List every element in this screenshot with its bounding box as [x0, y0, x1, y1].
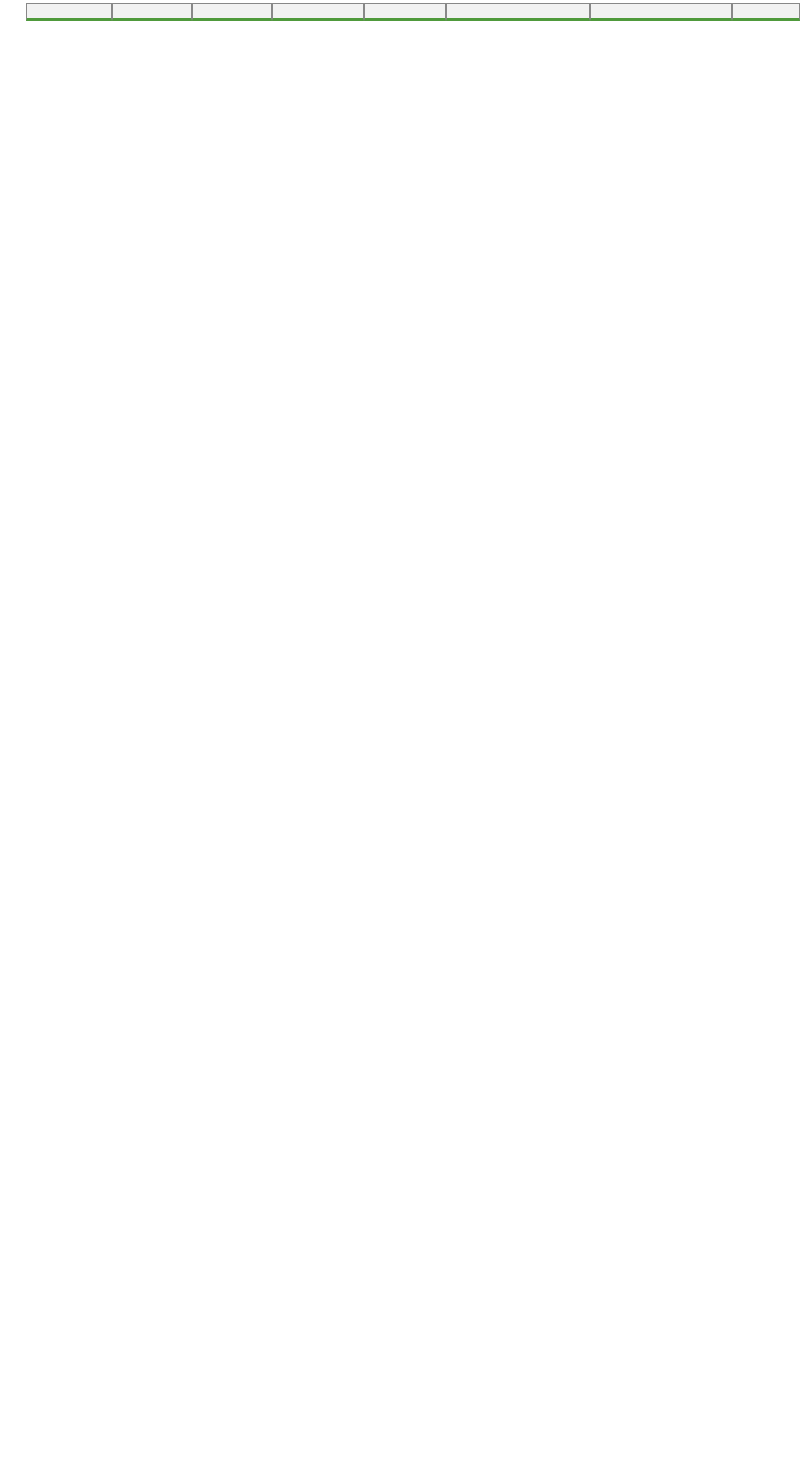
column-header-h[interactable] [732, 3, 800, 21]
column-header-d[interactable] [272, 3, 364, 21]
column-header-b[interactable] [112, 3, 192, 21]
column-header-a[interactable] [26, 3, 112, 21]
column-header-f[interactable] [446, 3, 590, 21]
column-header-bar [0, 0, 800, 23]
column-header-g[interactable] [590, 3, 732, 21]
column-header-e[interactable] [364, 3, 446, 21]
column-header-c[interactable] [192, 3, 272, 21]
